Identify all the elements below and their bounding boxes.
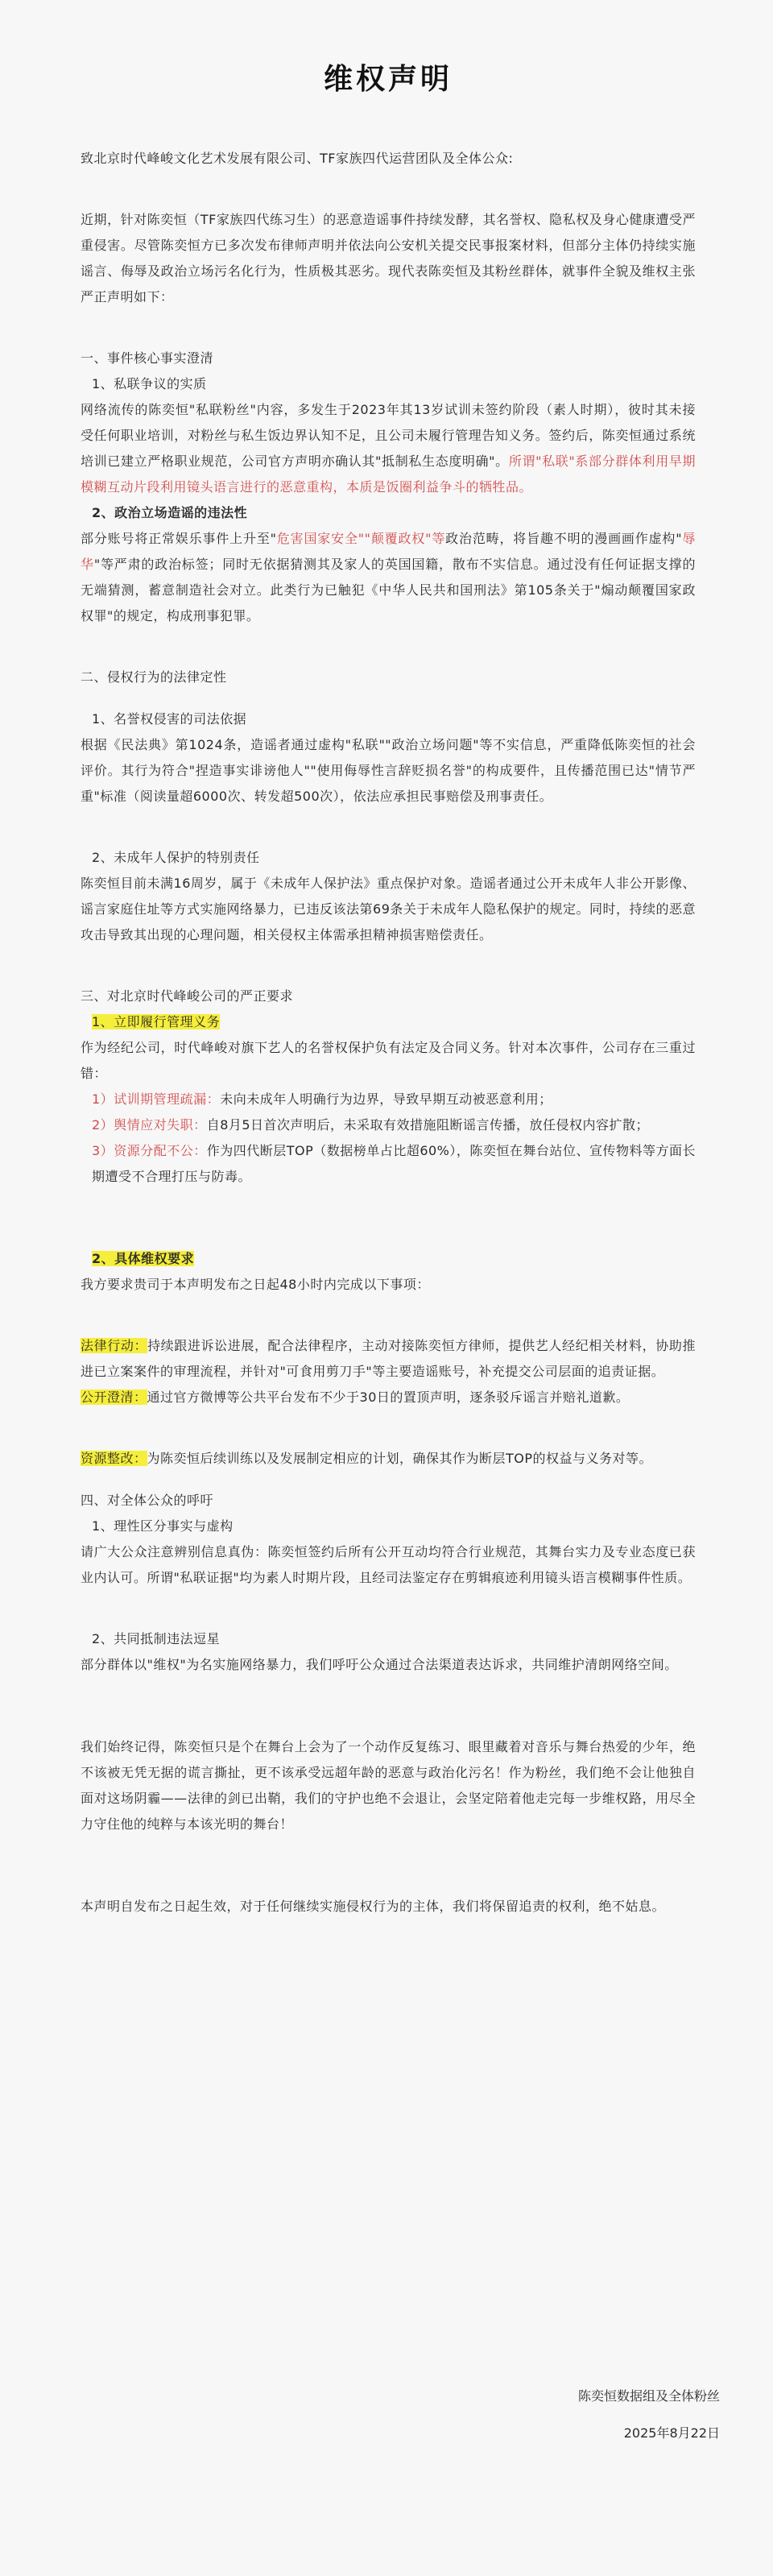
section-4-sub1-heading: 1、理性区分事实与虚构 — [92, 1518, 234, 1534]
document-title: 维权声明 — [323, 63, 453, 96]
signature-block — [578, 2384, 720, 2446]
private-contact-red-text: 所谓"私联"系部分群体利用早期模糊互动片段利用镜头语言进行的恶意重构，本质是饭圈利益争斗的牺牲品。 — [81, 453, 696, 495]
section-4-heading: 四、对全体公众的呼吁 — [81, 1493, 214, 1508]
section-1-sub2-heading: 2、政治立场造谣的违法性 — [92, 505, 248, 520]
private-contact-text: 网络流传的陈奕恒"私联粉丝"内容，多发生于2023年其13岁试训未签约阶段（素人时期），彼时其未接受任何职业培训，对粉丝与私生饭边界认知不足，且公司未履行管理告知义务。签约后，陈奕恒通过系统培训已建立严格职业规范，公司官方声明亦确认其"抵制私生态度明确"。 — [81, 402, 696, 469]
legal-action-label: 法律行动： — [81, 1338, 148, 1353]
fault-item-2 — [81, 1112, 696, 1138]
section-1-sub2-text — [81, 526, 696, 629]
fault-item-2-text: 自8月5日首次声明后，未采取有效措施阻断谣言传播，放任侵权内容扩散； — [206, 1117, 650, 1133]
section-4-sub2-text: 部分群体以"维权"为名实施网络暴力，我们呼吁公众通过合法渠道表达诉求，共同维护清朗网络空间。 — [81, 1657, 678, 1672]
section-1-heading: 一、事件核心事实澄清 — [81, 350, 214, 366]
closing-paragraph-1: 我们始终记得，陈奕恒只是个在舞台上会为了一个动作反复练习、眼里藏着对音乐与舞台热爱的少年，绝不该被无凭无据的谎言撕扯，更不该承受远超年龄的恶意与政治化污名！作为粉丝，我们绝不会让他独自面对这场阴霾——法律的剑已出鞘，我们的守护也绝不会退让，会坚定陪着他走完每一步维权路，用尽全力守住他的纯粹与本该光明的舞台！ — [81, 1739, 696, 1832]
section-3-heading: 三、对北京时代峰峻公司的严正要求 — [81, 988, 294, 1004]
public-clarify-text: 通过官方微博等公共平台发布不少于30日的置顶声明，逐条驳斥谣言并赔礼道歉。 — [147, 1389, 630, 1405]
political-text-e: "等严肃的政治标签；同时无依据猜测其及家人的英国国籍，散布不实信息。通过没有任何证据支撑的无端猜测，蓄意制造社会对立。此类行为已触犯《中华人民共和国刑法》第105条关于"煽动颠覆国家政权罪"的规定，构成刑事犯罪。 — [81, 557, 696, 623]
legal-action-paragraph — [81, 1333, 696, 1385]
fault-item-3-label: 3）资源分配不公： — [92, 1143, 207, 1158]
resource-fix-label: 资源整改： — [81, 1451, 147, 1466]
political-red-text-b: 危害国家安全""颠覆政权"等 — [276, 531, 446, 546]
section-2-heading: 二、侵权行为的法律定性 — [81, 669, 227, 685]
resource-fix-paragraph — [81, 1446, 696, 1472]
resource-fix-text: 为陈奕恒后续训练以及发展制定相应的计划，确保其作为断层TOP的权益与义务对等。 — [147, 1451, 653, 1466]
public-clarify-label: 公开澄清： — [81, 1389, 147, 1405]
fault-item-2-label: 2）舆情应对失职： — [92, 1117, 207, 1133]
section-1-sub1-text — [81, 397, 696, 500]
signature-org: 陈奕恒数据组及全体粉丝 — [577, 2388, 720, 2404]
section-4-sub1-text: 请广大公众注意辨别信息真伪：陈奕恒签约后所有公开互动均符合行业规范，其舞台实力及专业态度已获业内认可。所谓"私联证据"均为素人时期片段，且经司法鉴定存在剪辑痕迹利用镜头语言模糊事件性质。 — [81, 1544, 696, 1585]
section-3-sub1-heading-line — [81, 1009, 696, 1035]
section-3-sub2-heading-line — [81, 1246, 696, 1272]
section-4-sub2-heading: 2、共同抵制违法逗星 — [92, 1631, 221, 1646]
salutation: 致北京时代峰峻文化艺术发展有限公司、TF家族四代运营团队及全体公众: — [81, 151, 514, 166]
closing-paragraph-2: 本声明自发布之日起生效，对于任何继续实施侵权行为的主体，我们将保留追责的权利，绝不姑息。 — [81, 1899, 666, 1914]
section-3-sub1-heading: 1、立即履行管理义务 — [92, 1014, 221, 1029]
fault-item-1-label: 1）试训期管理疏漏： — [92, 1091, 221, 1107]
section-2-sub1-heading: 1、名誉权侵害的司法依据 — [92, 711, 247, 727]
legal-action-text: 持续跟进诉讼进展，配合法律程序，主动对接陈奕恒方律师，提供艺人经纪相关材料，协助推进已立案案件的审理流程，并针对"可食用剪刀手"等主要造谣账号，补充提交公司层面的追责证据。 — [81, 1338, 696, 1379]
public-clarify-paragraph — [81, 1385, 696, 1410]
political-text-a: 部分账号将正常娱乐事件上升至" — [81, 531, 277, 546]
political-red-text-d: 辱华 — [81, 531, 696, 572]
section-2-sub2-text: 陈奕恒目前未满16周岁，属于《未成年人保护法》重点保护对象。造谣者通过公开未成年人非公开影像、谣言家庭住址等方式实施网络暴力，已违反该法第69条关于未成年人隐私保护的规定。同时，持续的恶意攻击导致其出现的心理问题，相关侵权主体需承担精神损害赔偿责任。 — [81, 876, 696, 942]
section-2-sub2-heading: 2、未成年人保护的特别责任 — [92, 850, 260, 865]
section-3-sub2-text: 我方要求贵司于本声明发布之日起48小时内完成以下事项： — [81, 1277, 430, 1292]
section-2-sub1-text: 根据《民法典》第1024条，造谣者通过虚构"私联""政治立场问题"等不实信息，严重降低陈奕恒的社会评价。其行为符合"捏造事实诽谤他人""使用侮辱性言辞贬损名誉"的构成要件，且传播范围已达"情节严重"标准（阅读量超6000次、转发超500次），依法应承担民事赔偿及刑事责任。 — [81, 737, 696, 804]
section-3-sub1-text: 作为经纪公司，时代峰峻对旗下艺人的名誉权保护负有法定及合同义务。针对本次事件，公司存在三重过错： — [81, 1040, 696, 1081]
intro-paragraph: 近期，针对陈奕恒（TF家族四代练习生）的恶意造谣事件持续发酵，其名誉权、隐私权及身心健康遭受严重侵害。尽管陈奕恒方已多次发布律师声明并依法向公安机关提交民事报案材料，但部分主体仍持续实施谣言、侮辱及政治立场污名化行为，性质极其恶劣。现代表陈奕恒及其粉丝群体，就事件全貌及维权主张严正声明如下： — [81, 212, 696, 304]
fault-item-3-text: 作为四代断层TOP（数据榜单占比超60%），陈奕恒在舞台站位、宣传物料等方面长期遭受不合理打压与防毒。 — [92, 1143, 696, 1184]
political-text-c: 政治范畴，将旨趣不明的漫画画作虚构" — [445, 531, 683, 546]
section-3-sub2-heading: 2、具体维权要求 — [92, 1251, 195, 1266]
fault-item-1-text: 未向未成年人明确行为边界，导致早期互动被恶意利用； — [220, 1091, 552, 1107]
fault-item-3 — [81, 1138, 696, 1190]
fault-item-1 — [81, 1087, 696, 1112]
signature-date: 2025年8月22日 — [623, 2425, 720, 2441]
section-1-sub1-heading: 1、私联争议的实质 — [92, 376, 207, 391]
